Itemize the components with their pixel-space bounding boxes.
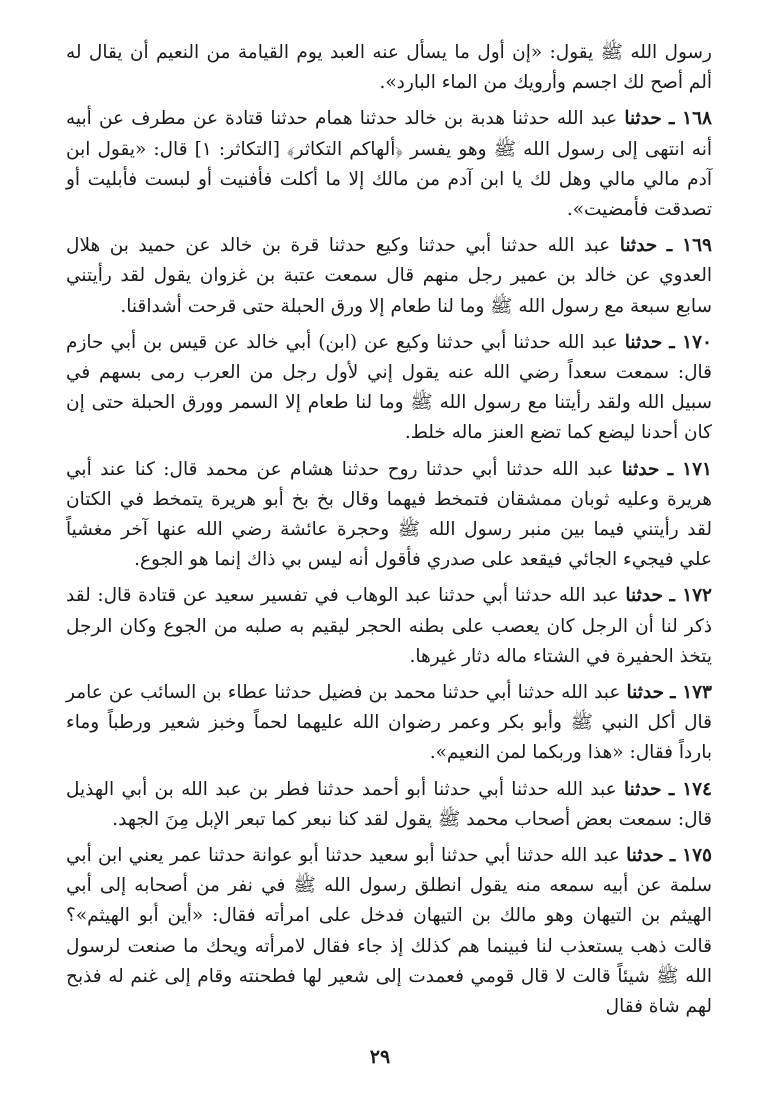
- narration-keyword: حدثنا: [624, 108, 662, 130]
- hadith-number: ١٧٢ ـ: [669, 585, 712, 607]
- hadith-number: ١٦٨ ـ: [669, 108, 712, 130]
- hadith-number: ١٦٩ ـ: [666, 235, 712, 257]
- narration-keyword: حدثنا: [624, 778, 662, 800]
- paragraph-170: [66, 328, 712, 449]
- paragraph-text: عبد الله حدثنا هدبة بن خالد حدثنا همام حدثنا قتادة عن مطرف عن أبيه أنه انتهى إلى رسول الله ﷺ وهو يفسر ﴿ألهاكم التكاثر﴾ [التكاثر: ١] قال: «يقول ابن آدم مالي مالي وهل لك يا ابن آدم من مالك إلا ما أكلت فأفنيت أو لبست فأبليت أو تصدقت فأمضيت».: [66, 108, 712, 221]
- paragraph-continuation: [66, 38, 712, 98]
- narration-keyword: حدثنا: [624, 331, 663, 353]
- narration-keyword: حدثنا: [621, 458, 660, 480]
- paragraph-168: [66, 104, 712, 225]
- hadith-number: ١٧٠ ـ: [669, 331, 712, 353]
- paragraph-text: عبد الله حدثنا أبي حدثنا أبو أحمد حدثنا فطر بن عبد الله بن أبي الهذيل قال: سمعت بعض أصحاب محمد ﷺ يقول لقد كنا نبعر كما تبعر الإبل مِنَ الجهد.: [66, 778, 712, 830]
- paragraph-175: [66, 841, 712, 1022]
- paragraph-text: عبد الله حدثنا أبي حدثنا وكيع عن (ابن) أبي خالد عن قيس بن أبي حازم قال: سمعت سعداً رضي الله عنه يقول إني لأول رجل من العرب رمى بسهم في سبيل الله ولقد رأيتنا مع رسول الله ﷺ وما لنا طعام إلا السمر وورق الحبلة حتى إن كان أحدنا ليضع كما تضع العنز ماله خلط.: [66, 331, 712, 444]
- paragraph-173: [66, 678, 712, 769]
- paragraph-text: عبد الله حدثنا أبي حدثنا روح حدثنا هشام عن محمد قال: كنا عند أبي هريرة وعليه ثوبان ممشقان فتمخط فيهما وقال بخ بخ أبو هريرة يتمخط في الكتان لقد رأيتني فيما بين منبر رسول الله ﷺ وحجرة عائشة رضي الله عنها آخر مغشياً علي فيجيء الجائي فيقعد على صدري فأقول أنه ليس بي ذاك إنما هو الجوع.: [66, 458, 712, 571]
- hadith-number: ١٧٥ ـ: [669, 845, 712, 867]
- paragraph-172: [66, 581, 712, 672]
- page-body: [66, 38, 712, 1022]
- paragraph-text: عبد الله حدثنا أبي حدثنا وكيع حدثنا قرة بن خالد عن حميد بن هلال العدوي عن خالد بن عمير رجل منهم قال سمعت عتبة بن غزوان يقول لقد رأيتني سابع سبعة مع رسول الله ﷺ وما لنا طعام إلا ورق الحبلة حتى قرحت أشداقنا.: [66, 235, 712, 317]
- paragraph-text: عبد الله حدثنا أبي حدثنا عبد الوهاب في تفسير سعيد عن قتادة قال: لقد ذكر لنا أن الرجل كان يعصب على بطنه الحجر ليقيم به صلبه من الجوع وكان الرجل يتخذ الحفيرة في الشتاء ماله دثار غيرها.: [66, 585, 712, 667]
- narration-keyword: حدثنا: [619, 235, 658, 257]
- narration-keyword: حدثنا: [626, 682, 665, 704]
- page-number: ٢٩: [369, 1046, 391, 1068]
- paragraph-text: رسول الله ﷺ يقول: «إن أول ما يسأل عنه العبد يوم القيامة من النعيم أن يقال له ألم أصح لك اجسم وأرويك من الماء البارد».: [66, 42, 712, 94]
- paragraph-171: [66, 455, 712, 576]
- narration-keyword: حدثنا: [626, 845, 664, 867]
- paragraph-text: عبد الله حدثنا أبي حدثنا أبو سعيد حدثنا أبو عوانة حدثنا عمر يعني ابن أبي سلمة عن أبيه سمعه منه يقول انطلق رسول الله ﷺ في نفر من أصحابه إلى أبي الهيثم بن التيهان وهو مالك بن التيهان فدخل على امرأته فقال: «أين أبو الهيثم»؟ قالت ذهب يستعذب لنا فبينما هم كذلك إذ جاء فقال لامرأته ويحك ما صنعت لرسول الله ﷺ شيئاً قالت لا قال قومي فعمدت إلى شعير لها فطحنته وقام إلى غنم له فذبح لهم شاة فقال: [66, 845, 712, 1018]
- hadith-number: ١٧٣ ـ: [670, 682, 712, 704]
- paragraph-169: [66, 231, 712, 322]
- paragraph-174: [66, 775, 712, 835]
- hadith-number: ١٧١ ـ: [667, 458, 712, 480]
- hadith-number: ١٧٤ ـ: [668, 778, 712, 800]
- narration-keyword: حدثنا: [625, 585, 663, 607]
- paragraph-text: عبد الله حدثنا أبي حدثنا محمد بن فضيل حدثنا عطاء بن السائب عن عامر قال أكل النبي ﷺ وأبو بكر وعمر رضوان الله عليهما لحماً وخبز شعير ورطباً وماء بارداً فقال: «هذا وربكما لمن النعيم».: [66, 682, 712, 764]
